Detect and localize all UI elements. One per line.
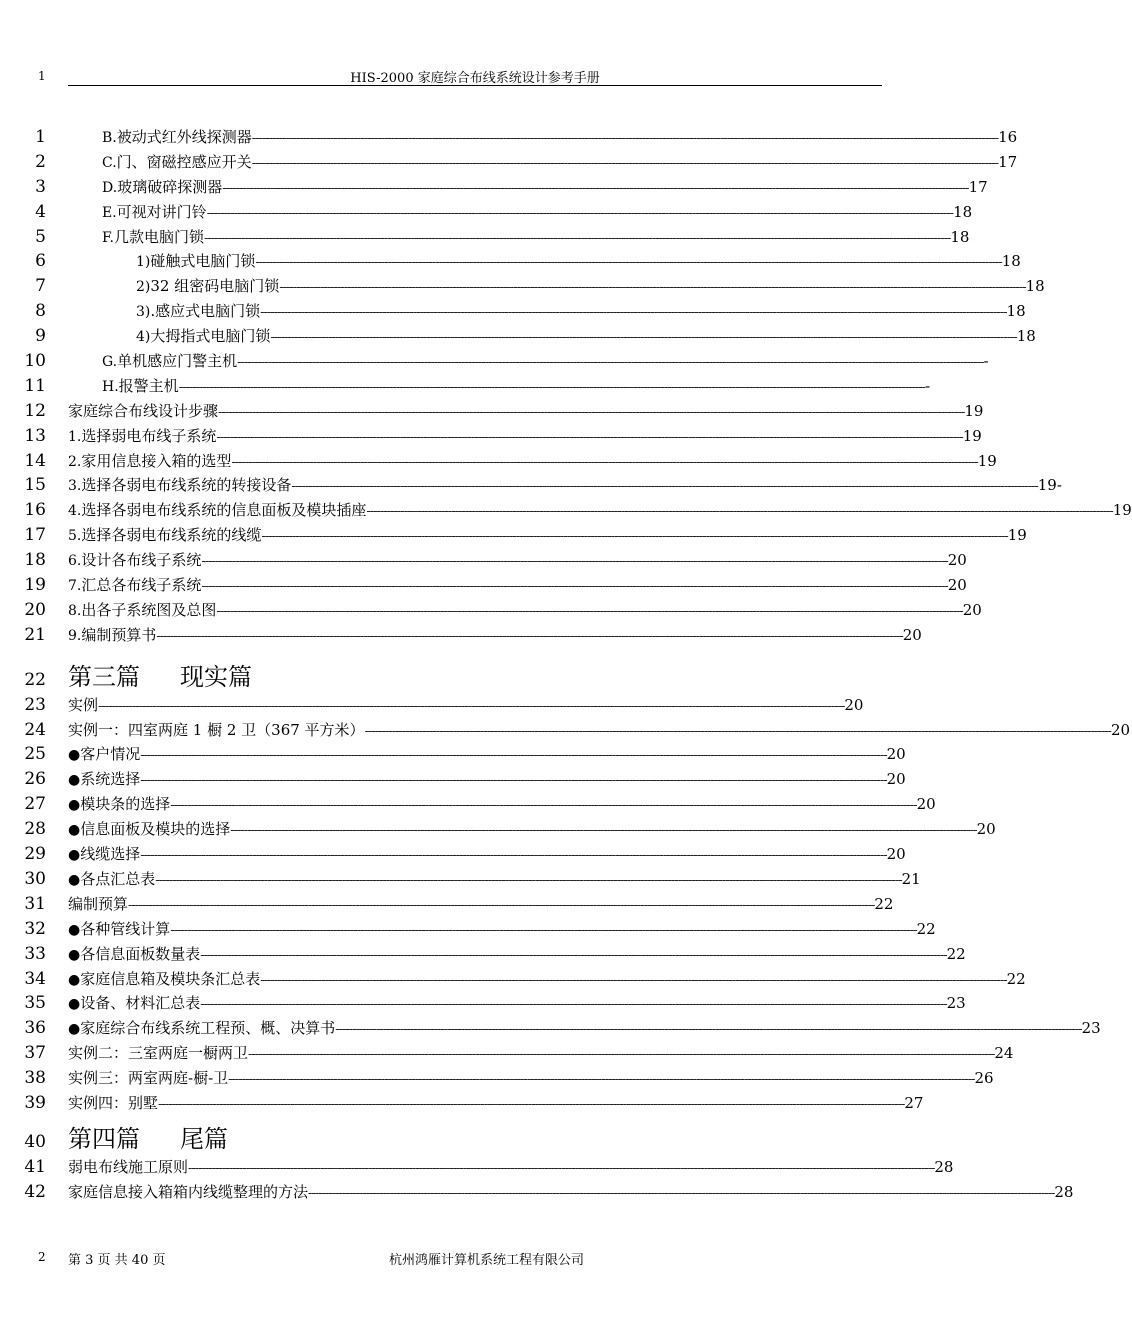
toc-entry-line: [68, 1156, 954, 1177]
item-marker: 7.: [68, 578, 82, 595]
entry-title: 线缆选择: [80, 845, 141, 864]
entry-title: 家庭信息接入箱箱内线缆整理的方法: [68, 1182, 309, 1201]
dot-leader: ----------------------------------------------------------------------------------------------------------------------------------------------------------------------------------------------------------------------------: [237, 355, 984, 371]
bullet-icon: ●: [68, 996, 81, 1013]
toc-entry: [0, 174, 988, 199]
toc-entry-line: [102, 226, 970, 247]
line-number: 7: [35, 276, 46, 297]
page-number: 22: [874, 894, 894, 913]
toc-entry: [0, 717, 1131, 742]
line-number: 22: [24, 669, 46, 690]
toc-entry-line: [68, 599, 982, 620]
item-marker: B.: [102, 130, 117, 146]
page-number: 18: [1016, 327, 1036, 346]
entry-title: 被动式红外线探测器: [116, 128, 252, 146]
toc-entry: [0, 199, 973, 224]
dot-leader: ----------------------------------------------------------------------------------------------------------------------------------------------------------------------------------------------------------------------------: [200, 947, 947, 963]
page-number: 19: [962, 426, 982, 445]
table-of-contents: [0, 124, 1132, 1204]
dot-leader: ----------------------------------------------------------------------------------------------------------------------------------------------------------------------------------------------------------------------------: [230, 823, 977, 839]
item-marker: 2): [136, 279, 151, 296]
line-number: 38: [24, 1068, 46, 1089]
entry-title: 选择各弱电布线系统的信息面板及模块插座: [81, 501, 367, 520]
toc-entry: [0, 323, 1036, 348]
line-number: 4: [35, 201, 46, 222]
toc-entry-line: [68, 992, 966, 1013]
toc-entry: [0, 1154, 954, 1179]
toc-entry-line: [136, 275, 1045, 296]
line-number: 10: [24, 351, 46, 372]
toc-entry: [0, 373, 950, 398]
dot-leader: ----------------------------------------------------------------------------------------------------------------------------------------------------------------------------------------------------------------------------: [201, 554, 948, 570]
toc-entry-line: [68, 400, 984, 421]
line-number: 29: [24, 844, 46, 865]
entry-title: .感应式电脑门锁: [150, 302, 261, 321]
page-number: 24: [994, 1044, 1014, 1063]
toc-entry: [0, 916, 950, 941]
line-number: 41: [24, 1156, 46, 1177]
header-rule: [68, 85, 882, 86]
line-number: 27: [24, 794, 46, 815]
bullet-icon: ●: [68, 946, 81, 963]
entry-title: 32 组密码电脑门锁: [150, 277, 280, 296]
dot-leader: ----------------------------------------------------------------------------------------------------------------------------------------------------------------------------------------------------------------------------: [170, 922, 917, 938]
page-number: 19-: [1037, 476, 1062, 495]
dot-leader: ----------------------------------------------------------------------------------------------------------------------------------------------------------------------------------------------------------------------------: [216, 603, 963, 619]
item-marker: 9.: [68, 627, 82, 644]
entry-title: 大拇指式电脑门锁: [150, 327, 271, 346]
page-number: 17: [968, 177, 988, 196]
toc-entry: [0, 1065, 994, 1090]
line-number: 32: [24, 918, 46, 939]
toc-entry-line: [68, 743, 906, 764]
toc-entry: [0, 224, 970, 249]
entry-title: 报警主机: [118, 376, 179, 395]
toc-entry-line: [102, 201, 973, 222]
toc-entry: [0, 298, 1026, 323]
bullet-icon: ●: [68, 871, 81, 888]
dot-leader: ----------------------------------------------------------------------------------------------------------------------------------------------------------------------------------------------------------------------------: [251, 131, 999, 146]
dot-leader: ----------------------------------------------------------------------------------------------------------------------------------------------------------------------------------------------------------------------------: [98, 698, 845, 714]
page-number: -: [983, 352, 989, 371]
page-number: 20: [844, 695, 864, 714]
page-number: 21: [901, 869, 921, 888]
toc-entry-line: [136, 250, 1021, 271]
entry-title: 碰触式电脑门锁: [150, 252, 256, 271]
line-number: 11: [24, 375, 46, 396]
dot-leader: ----------------------------------------------------------------------------------------------------------------------------------------------------------------------------------------------------------------------------: [248, 1047, 995, 1063]
dot-leader: ----------------------------------------------------------------------------------------------------------------------------------------------------------------------------------------------------------------------------: [270, 330, 1017, 346]
toc-entry: [0, 622, 950, 647]
header-title: HIS-2000 家庭综合布线系统设计参考手册: [350, 71, 600, 86]
toc-entry-line: [102, 126, 1018, 147]
toc-part-heading: [0, 653, 950, 692]
item-marker: 4): [136, 329, 151, 346]
toc-entry: [0, 448, 997, 473]
page-number: 23: [1081, 1019, 1101, 1038]
toc-entry: [0, 766, 950, 791]
toc-entry-line: [68, 843, 906, 864]
line-number: 6: [35, 251, 46, 272]
toc-entry-line: [68, 943, 966, 964]
page-number: 20: [947, 551, 967, 570]
page-number: 19: [964, 401, 984, 420]
bullet-icon: ●: [68, 797, 81, 814]
dot-leader: ----------------------------------------------------------------------------------------------------------------------------------------------------------------------------------------------------------------------------: [128, 897, 875, 913]
dot-leader: ----------------------------------------------------------------------------------------------------------------------------------------------------------------------------------------------------------------------------: [170, 798, 917, 814]
dot-leader: ----------------------------------------------------------------------------------------------------------------------------------------------------------------------------------------------------------------------------: [156, 628, 903, 644]
header-line-number: 1: [38, 69, 46, 83]
item-marker: C.: [102, 154, 117, 171]
toc-entry: [0, 1040, 1014, 1065]
toc-entry: [0, 816, 996, 841]
toc-entry-line: [102, 151, 1018, 172]
line-number: 34: [24, 968, 46, 989]
toc-entry: [0, 990, 966, 1015]
page-number: 19: [977, 451, 997, 470]
toc-entry: [0, 891, 950, 916]
toc-entry-line: [68, 450, 997, 471]
toc-entry: [0, 124, 1018, 149]
item-marker: 4.: [68, 503, 82, 520]
item-marker: D.: [102, 179, 118, 196]
dot-leader: ----------------------------------------------------------------------------------------------------------------------------------------------------------------------------------------------------------------------------: [231, 454, 978, 470]
page-number: 26: [974, 1069, 994, 1088]
page-number: 18: [1006, 302, 1026, 321]
page-number: 18: [1025, 277, 1045, 296]
toc-entry: [0, 149, 1018, 174]
page-number: 20: [886, 745, 906, 764]
item-marker: 3): [136, 304, 151, 321]
toc-entry: [0, 572, 967, 597]
dot-leader: ----------------------------------------------------------------------------------------------------------------------------------------------------------------------------------------------------------------------------: [279, 280, 1026, 296]
entry-title: 家庭综合布线系统工程预、概、决算书: [80, 1019, 336, 1038]
dot-leader: ----------------------------------------------------------------------------------------------------------------------------------------------------------------------------------------------------------------------------: [155, 872, 902, 888]
dot-leader: ----------------------------------------------------------------------------------------------------------------------------------------------------------------------------------------------------------------------------: [201, 579, 948, 595]
page-number: 27: [904, 1093, 924, 1112]
line-number: 35: [24, 993, 46, 1014]
entry-title: 各信息面板数量表: [80, 944, 201, 963]
toc-entry-line: [68, 719, 1131, 740]
line-number: 19: [24, 575, 46, 596]
line-number: 8: [35, 301, 46, 322]
toc-entry-line: [68, 549, 967, 570]
line-number: 3: [35, 176, 46, 197]
entry-title: 汇总各布线子系统: [81, 576, 202, 595]
entry-title: 出各子系统图及总图: [81, 600, 217, 619]
line-number: 15: [24, 475, 46, 496]
toc-entry-line: [68, 768, 906, 789]
footer-page-info: 第 3 页 共 40 页: [68, 1253, 166, 1268]
toc-entry: [0, 866, 950, 891]
page-number: 28: [934, 1157, 954, 1176]
part-name: 尾篇: [180, 1124, 228, 1153]
toc-entry: [0, 522, 1027, 547]
page-number: 20: [976, 820, 996, 839]
page-number: 22: [1006, 969, 1026, 988]
toc-entry-line: [102, 350, 989, 371]
line-number: 2: [35, 151, 46, 172]
item-marker: 6.: [68, 553, 82, 570]
dot-leader: ----------------------------------------------------------------------------------------------------------------------------------------------------------------------------------------------------------------------------: [216, 429, 963, 445]
bullet-icon: ●: [68, 747, 81, 764]
line-number: 33: [24, 943, 46, 964]
dot-leader: ----------------------------------------------------------------------------------------------------------------------------------------------------------------------------------------------------------------------------: [222, 180, 969, 196]
toc-entry: [0, 597, 982, 622]
page-number: 20: [902, 625, 922, 644]
toc-entry-line: [136, 325, 1036, 346]
dot-leader: ----------------------------------------------------------------------------------------------------------------------------------------------------------------------------------------------------------------------------: [308, 1185, 1055, 1201]
item-marker: 8.: [68, 602, 82, 619]
line-number: 26: [24, 769, 46, 790]
toc-entry-line: [68, 1092, 924, 1113]
dot-leader: ----------------------------------------------------------------------------------------------------------------------------------------------------------------------------------------------------------------------------: [366, 504, 1113, 520]
line-number: 30: [24, 868, 46, 889]
item-marker: E.: [102, 204, 117, 221]
item-marker: G.: [102, 354, 118, 371]
bullet-icon: ●: [68, 921, 81, 938]
dot-leader: ----------------------------------------------------------------------------------------------------------------------------------------------------------------------------------------------------------------------------: [251, 155, 999, 171]
toc-entry-line: [68, 1017, 1101, 1038]
entry-title: 客户情况: [80, 745, 141, 764]
item-marker: 3.: [68, 478, 82, 495]
entry-title: 各种管线计算: [80, 919, 171, 938]
entry-title: 实例: [68, 695, 99, 714]
entry-title: 选择各弱电布线系统的转接设备: [81, 476, 292, 495]
dot-leader: ----------------------------------------------------------------------------------------------------------------------------------------------------------------------------------------------------------------------------: [255, 255, 1002, 271]
line-number: 37: [24, 1043, 46, 1064]
entry-title: 实例四：别墅: [68, 1093, 159, 1112]
toc-entry-line: [68, 474, 1062, 495]
toc-entry: [0, 398, 984, 423]
line-number: 9: [35, 326, 46, 347]
page-number: 22: [916, 919, 936, 938]
toc-entry-line: [68, 425, 982, 446]
line-number: 42: [24, 1181, 46, 1202]
page-number: 19: [1007, 526, 1027, 545]
line-number: 1: [35, 127, 46, 147]
toc-entry-line: [68, 1181, 1074, 1202]
toc-entry-line: [68, 968, 1026, 989]
dot-leader: ----------------------------------------------------------------------------------------------------------------------------------------------------------------------------------------------------------------------------: [260, 972, 1007, 988]
line-number: 36: [24, 1018, 46, 1039]
item-marker: F.: [102, 229, 114, 246]
footer-company: 杭州鸿雁计算机系统工程有限公司: [389, 1253, 585, 1268]
toc-entry-line: [68, 1067, 994, 1088]
page-number: 20: [947, 576, 967, 595]
dot-leader: ----------------------------------------------------------------------------------------------------------------------------------------------------------------------------------------------------------------------------: [140, 748, 887, 764]
bullet-icon: ●: [68, 847, 81, 864]
toc-entry-line: [102, 375, 931, 396]
dot-leader: ----------------------------------------------------------------------------------------------------------------------------------------------------------------------------------------------------------------------------: [260, 305, 1007, 321]
page-number: 18: [950, 227, 970, 246]
line-number: 31: [24, 893, 46, 914]
toc-entry-line: [68, 1042, 1014, 1063]
entry-title: 模块条的选择: [80, 795, 171, 814]
toc-entry: [0, 1179, 1074, 1204]
dot-leader: ----------------------------------------------------------------------------------------------------------------------------------------------------------------------------------------------------------------------------: [140, 773, 887, 789]
toc-entry: [0, 423, 982, 448]
bullet-icon: ●: [68, 822, 81, 839]
bullet-icon: ●: [68, 971, 81, 988]
item-marker: 5.: [68, 528, 82, 545]
bullet-icon: ●: [68, 772, 81, 789]
toc-entry-line: [136, 300, 1026, 321]
part-number: 第三篇: [68, 662, 140, 691]
line-number: 28: [24, 819, 46, 840]
page-number: 20: [886, 845, 906, 864]
item-marker: H.: [102, 378, 119, 395]
toc-entry: [0, 1090, 950, 1115]
page-number: 20: [886, 770, 906, 789]
entry-title: 几款电脑门锁: [113, 227, 204, 246]
toc-entry-line: [68, 574, 967, 595]
toc-entry: [0, 966, 1026, 991]
page-number: 18: [1001, 252, 1021, 271]
toc-part-heading: [0, 1115, 950, 1154]
entry-title: 选择各弱电布线系统的线缆: [81, 526, 262, 545]
line-number: 14: [24, 450, 46, 471]
entry-title: 单机感应门警主机: [117, 352, 238, 371]
dot-leader: ----------------------------------------------------------------------------------------------------------------------------------------------------------------------------------------------------------------------------: [206, 205, 954, 221]
page-number: 28: [1054, 1182, 1074, 1201]
toc-entry-line: [102, 176, 988, 197]
dot-leader: ----------------------------------------------------------------------------------------------------------------------------------------------------------------------------------------------------------------------------: [140, 848, 887, 864]
page-number: 17: [998, 152, 1018, 171]
page-number: -: [925, 376, 931, 395]
toc-entry: [0, 547, 967, 572]
line-number: 16: [24, 500, 46, 521]
page-number: 20: [962, 600, 982, 619]
dot-leader: ----------------------------------------------------------------------------------------------------------------------------------------------------------------------------------------------------------------------------: [228, 1072, 975, 1088]
entry-title: 可视对讲门铃: [116, 202, 207, 221]
dot-leader: ----------------------------------------------------------------------------------------------------------------------------------------------------------------------------------------------------------------------------: [364, 723, 1111, 739]
bullet-icon: ●: [68, 1021, 81, 1038]
toc-entry-line: [68, 499, 1132, 520]
part-title: [68, 1119, 228, 1154]
part-title: [68, 657, 252, 692]
toc-entry: [0, 472, 1062, 497]
dot-leader: ----------------------------------------------------------------------------------------------------------------------------------------------------------------------------------------------------------------------------: [200, 997, 947, 1013]
toc-entry-line: [68, 868, 921, 889]
entry-title: 选择弱电布线子系统: [81, 426, 217, 445]
dot-leader: ----------------------------------------------------------------------------------------------------------------------------------------------------------------------------------------------------------------------------: [218, 404, 965, 420]
toc-entry: [0, 741, 950, 766]
entry-title: 实例二：三室两庭一橱两卫: [68, 1044, 249, 1063]
page-number: 16: [998, 128, 1018, 146]
entry-title: 系统选择: [80, 770, 141, 789]
toc-entry-line: [68, 624, 922, 645]
entry-title: 实例三：两室两庭-橱-卫: [68, 1069, 229, 1088]
toc-entry: [0, 791, 950, 816]
toc-entry: [0, 497, 1132, 522]
entry-title: 玻璃破碎探测器: [117, 177, 223, 196]
toc-entry: [0, 692, 950, 717]
line-number: 20: [24, 599, 46, 620]
entry-title: 门、窗磁控感应开关: [116, 152, 252, 171]
page-number: 20: [916, 795, 936, 814]
dot-leader: ----------------------------------------------------------------------------------------------------------------------------------------------------------------------------------------------------------------------------: [178, 379, 926, 395]
part-number: 第四篇: [68, 1124, 140, 1153]
footer-line-number: 2: [38, 1250, 46, 1264]
toc-entry-line: [68, 694, 864, 715]
entry-title: 设备、材料汇总表: [80, 994, 201, 1013]
page-number: 18: [953, 202, 973, 221]
item-marker: 1.: [68, 428, 82, 445]
dot-leader: ----------------------------------------------------------------------------------------------------------------------------------------------------------------------------------------------------------------------------: [291, 479, 1038, 495]
toc-entry: [0, 348, 989, 373]
line-number: 18: [24, 550, 46, 571]
entry-title: 家庭信息箱及模块条汇总表: [80, 969, 261, 988]
toc-entry: [0, 841, 950, 866]
line-number: 23: [24, 694, 46, 715]
toc-entry: [0, 273, 1045, 298]
toc-entry: [0, 1015, 1101, 1040]
page-number: 19: [1112, 501, 1132, 520]
page-number: 23: [946, 994, 966, 1013]
entry-title: 实例一：四室两庭 1 橱 2 卫（367 平方米）: [68, 720, 365, 739]
line-number: 5: [35, 226, 46, 247]
item-marker: 2.: [68, 453, 82, 470]
toc-entry: [0, 941, 966, 966]
page-number: 22: [946, 944, 966, 963]
toc-entry-line: [68, 918, 936, 939]
part-name: 现实篇: [180, 662, 252, 691]
dot-leader: ----------------------------------------------------------------------------------------------------------------------------------------------------------------------------------------------------------------------------: [204, 230, 951, 246]
toc-entry-line: [68, 524, 1027, 545]
toc-entry-line: [68, 818, 996, 839]
page-number: 20: [1110, 720, 1131, 739]
toc-entry-line: [68, 893, 894, 914]
entry-title: 编制预算: [68, 894, 129, 913]
dot-leader: ----------------------------------------------------------------------------------------------------------------------------------------------------------------------------------------------------------------------------: [261, 529, 1008, 545]
line-number: 13: [24, 425, 46, 446]
toc-entry: [0, 248, 1021, 273]
line-number: 24: [24, 719, 46, 740]
entry-title: 编制预算书: [81, 625, 157, 644]
line-number: 12: [24, 400, 46, 421]
line-number: 40: [24, 1131, 46, 1152]
dot-leader: ----------------------------------------------------------------------------------------------------------------------------------------------------------------------------------------------------------------------------: [158, 1096, 905, 1112]
entry-title: 各点汇总表: [80, 869, 156, 888]
line-number: 25: [24, 744, 46, 765]
toc-entry-line: [68, 793, 936, 814]
dot-leader: ----------------------------------------------------------------------------------------------------------------------------------------------------------------------------------------------------------------------------: [188, 1160, 935, 1176]
line-number: 17: [24, 525, 46, 546]
entry-title: 弱电布线施工原则: [68, 1157, 189, 1176]
line-number: 39: [24, 1092, 46, 1113]
entry-title: 家用信息接入箱的选型: [81, 451, 232, 470]
dot-leader: ----------------------------------------------------------------------------------------------------------------------------------------------------------------------------------------------------------------------------: [335, 1022, 1082, 1038]
entry-title: 设计各布线子系统: [81, 551, 202, 570]
entry-title: 信息面板及模块的选择: [80, 820, 231, 839]
line-number: 21: [24, 624, 46, 645]
item-marker: 1): [136, 254, 151, 271]
entry-title: 家庭综合布线设计步骤: [68, 401, 219, 420]
